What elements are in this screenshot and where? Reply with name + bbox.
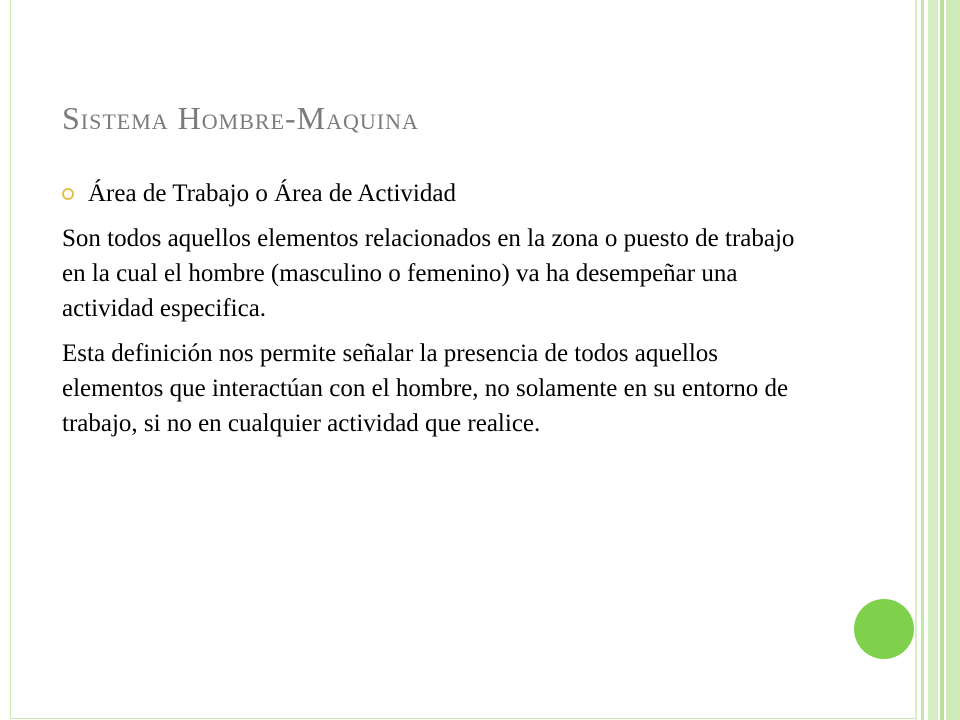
- slide-title: Sistema Hombre-Maquina: [62, 100, 419, 136]
- stripe: [940, 0, 944, 720]
- paragraph-definition: Son todos aquellos elementos relacionados en la zona o puesto de trabajo en la cual el hombre (masculino o femenino) va ha desempeñar una actividad especifica.: [62, 225, 795, 322]
- ring-bullet-icon: [62, 188, 74, 200]
- stripe: [915, 0, 917, 720]
- bullet-item: [62, 176, 822, 211]
- stripe: [928, 0, 938, 720]
- slide-content: [62, 176, 822, 451]
- bullet-text: Área de Trabajo o Área de Actividad: [88, 180, 456, 207]
- green-circle-icon: [854, 599, 914, 659]
- paragraph-explanation: Esta definición nos permite señalar la presencia de todos aquellos elementos que interactúan con el hombre, no solamente en su entorno de trabajo, si no en cualquier actividad que realice.: [62, 340, 789, 437]
- side-stripes-decoration: [915, 0, 960, 720]
- stripe: [946, 0, 960, 720]
- stripe: [921, 0, 924, 720]
